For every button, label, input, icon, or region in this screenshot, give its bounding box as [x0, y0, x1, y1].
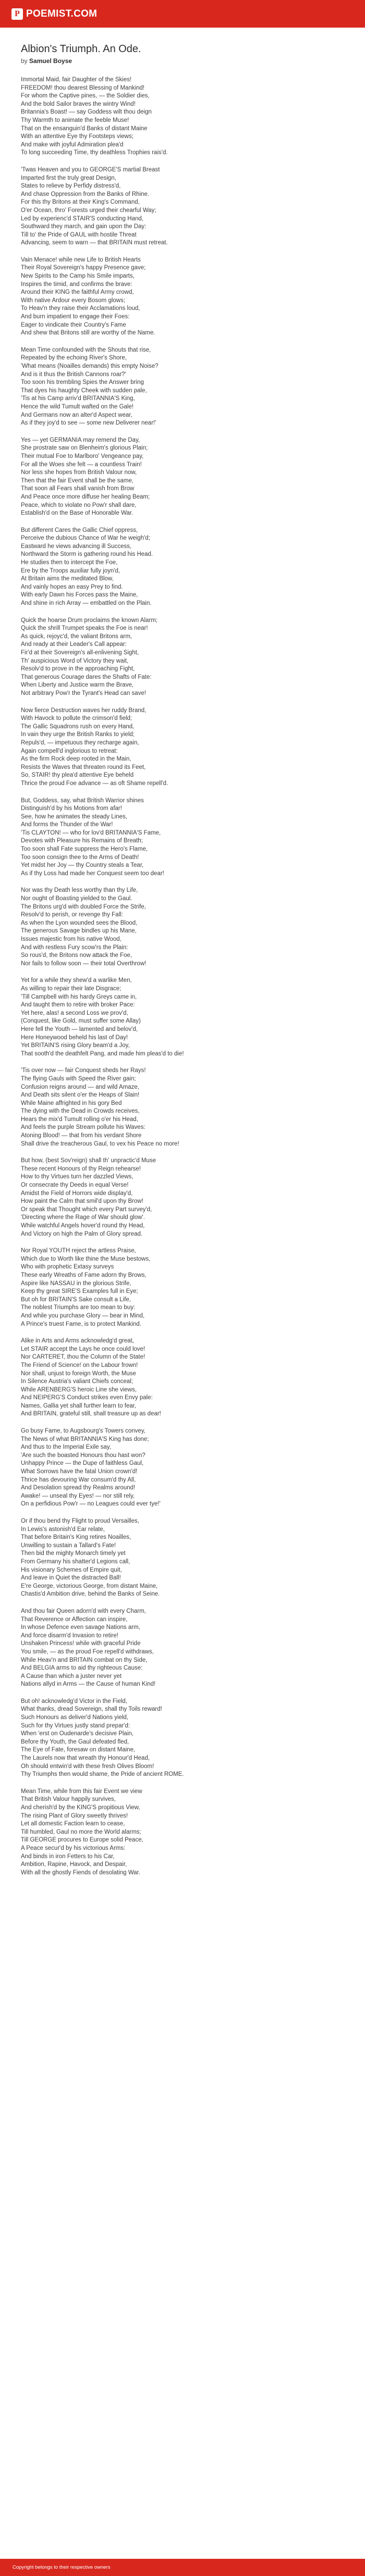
poem-content — [0, 28, 365, 1896]
poem-line: And with restless Fury scow'rs the Plain: — [21, 944, 128, 951]
poem-line: 'Twas Heaven and you to GEORGE'S martial Breast — [21, 166, 160, 173]
poem-line: As willing to repair their late Disgrace; — [21, 985, 121, 992]
poem-line: Too soon his trembling Spies the Answer bring — [21, 379, 144, 386]
poem-line: The noblest Triumphs are too mean to buy: — [21, 1304, 136, 1311]
stanza — [21, 1247, 344, 1328]
stanza — [21, 617, 344, 698]
poem-line: While watchful Angels hover'd round thy Head, — [21, 1223, 145, 1229]
poem-line: New Spirits to the Camp his Smile imparts, — [21, 273, 135, 280]
poem-line: 'Tis CLAYTON! — who for lov'd BRITANNIA'S Fame, — [21, 829, 161, 836]
poem-line: His visionary Schemes of Empire quit, — [21, 1566, 122, 1573]
poem-line: Establish'd on the Base of Honorable War. — [21, 510, 133, 517]
poem-line: Resolv'd to prove in the approaching Fight, — [21, 666, 135, 673]
poem-line: FREEDOM! thou dearest Blessing of Mankind! — [21, 84, 145, 91]
poem-line: Their mutual Foe to Marlboro' Vengeance pay, — [21, 453, 144, 459]
poem-line: And NEIPERG'S Conduct strikes even Envy pale: — [21, 1395, 153, 1401]
poem-line: With native Ardour every Bosom glows; — [21, 297, 126, 304]
poem-line: Vain Menace! while new Life to British Hearts — [21, 256, 141, 263]
poem-line: Such Honours as deliver'd Nations yield, — [21, 1714, 129, 1721]
poem-line: Mean Time confounded with the Shouts that rise, — [21, 346, 151, 353]
stanza — [21, 797, 344, 878]
poem-line: Ere by the Troops auxiliar fully joyn'd, — [21, 567, 120, 574]
poem-line: In whose Defence even savage Nations arm, — [21, 1624, 140, 1631]
poem-line: For this thy Britons at their King's Command, — [21, 199, 140, 206]
poem-line: Repuls'd, — impetuous they recharge again, — [21, 739, 139, 746]
poem-line: The dying with the Dead in Crowds receives, — [21, 1108, 140, 1115]
poem-line: Hence the wild Tumult wafted on the Gale! — [21, 403, 134, 410]
stanza — [21, 1067, 344, 1148]
poem-line: As the firm Rock deep rooted in the Main, — [21, 756, 131, 763]
poem-line: So, STAIR! thy plea'd attentive Eye beheld — [21, 772, 134, 779]
poem-line: While Maine affrighted in his gory Bed — [21, 1100, 122, 1106]
poem-line: E're George, victorious George, from distant Maine, — [21, 1583, 158, 1589]
poem-line: Yet for a while they shew'd a warlike Men, — [21, 977, 132, 984]
stanza — [21, 256, 344, 338]
poem-line: The rising Plant of Glory sweetly thrives! — [21, 1812, 128, 1819]
poem-line: Let STAIR accept the Lays he once could love! — [21, 1346, 145, 1352]
byline — [21, 57, 344, 65]
footer — [0, 2559, 365, 2576]
poem-line: To Heav'n they raise their Acclamations loud, — [21, 305, 140, 312]
poem-line: Thy Warmth to animate the feeble Muse! — [21, 117, 129, 123]
poem-line: Fir'd at their Sovereign's all-enlivening Sight, — [21, 650, 139, 656]
poem-line: 'Directing where the Rage of War should glow'. — [21, 1214, 145, 1221]
poem-line: And forms the Thunder of the War! — [21, 822, 113, 828]
poem-line: But oh for BRITAIN'S Sake consult a Life, — [21, 1296, 131, 1303]
poem-line: Shall drive the treacherous Gaul, to vex his Peace no more! — [21, 1140, 179, 1147]
poem-line: And thou fair Queen adorn'd with every Charm, — [21, 1608, 146, 1614]
poem-line: And burn impatient to engage their Foes: — [21, 314, 130, 320]
poem-line: Advancing, seem to warn — that BRITAIN must retreat. — [21, 240, 168, 246]
poem-line: Before thy Youth, the Gaul defeated fled, — [21, 1738, 129, 1745]
poem-line: Names, Gallia yet shall further learn to fear, — [21, 1402, 137, 1409]
poem-line: Yet here, alas! a second Loss we prov'd, — [21, 1010, 128, 1016]
poem-line: Eastward he views advancing ill Success, — [21, 543, 132, 550]
poem-line: Southward they march, and gain upon the Day: — [21, 223, 147, 230]
poem-line: Yet midst her Joy — thy Country steals a Tear, — [21, 862, 144, 869]
poem-line: And is it thus the British Cannons roar?' — [21, 371, 126, 378]
poem-line: A Peace secur'd by his victorious Arms: — [21, 1845, 126, 1851]
poem-line: What Sorrows have the fatal Union crown'd! — [21, 1469, 138, 1475]
stanza — [21, 437, 344, 518]
poem-title: Albion's Triumph. An Ode. — [21, 43, 141, 55]
poem-line: Nor less she hopes from British Valour now, — [21, 469, 137, 476]
poem-line: Mean Time, while from this fair Event we view — [21, 1788, 142, 1795]
stanza — [21, 1427, 344, 1509]
poem-line: You smile, — as the proud Foe repell'd withdraws, — [21, 1648, 154, 1655]
poem-line: Too soon shall Fate suppress the Hero's Flame, — [21, 846, 148, 853]
poem-line: And Victory on high the Palm of Glory spread. — [21, 1230, 143, 1237]
poem-line: With Havock to pollute the crimson'd field; — [21, 715, 132, 722]
poem-line: 'Are such the boasted Honours thou hast won? — [21, 1452, 145, 1459]
stanza — [21, 1788, 344, 1877]
poem-line: As if thy Loss had made her Conquest seem too dear! — [21, 870, 164, 877]
poem-line: Awake! — unseal thy Eyes! — nor still rely, — [21, 1492, 135, 1499]
poem-line: Till to' the Pride of GAUL with hostile Threat — [21, 231, 137, 238]
poem-line: Resists the Waves that threaten round its Feet, — [21, 764, 146, 770]
poem-line: Chastis'd Ambition drive, behind the Banks of Seine. — [21, 1591, 160, 1598]
stanza — [21, 1608, 344, 1689]
poem-line: The Friend of Science! on the Labour frown! — [21, 1362, 138, 1368]
poem-line: Then bid the mighty Monarch timely yet — [21, 1550, 126, 1557]
poem-line: Perceive the dubious Chance of War he weigh'd; — [21, 535, 150, 542]
poem-line: On a perfidious Pow'r — no Leagues could ever tye!' — [21, 1501, 161, 1508]
poem-line: Not arbitrary Pow'r the Tyrant's Head can save! — [21, 690, 147, 696]
poem-body — [21, 76, 344, 1877]
poem-line: Distinguish'd by his Motions from afar! — [21, 805, 122, 812]
poem-line: And while you purchase Glory — bear in Mind, — [21, 1312, 145, 1319]
stanza — [21, 76, 344, 157]
poem-line: Hears the mix'd Tumult rolling o'er his Head, — [21, 1116, 138, 1123]
poem-line: Nor fails to follow soon — their total Overthrow! — [21, 960, 147, 967]
poem-line: Nor ought of Boasting yielded to the Gaul. — [21, 895, 132, 902]
poem-line: The Laurels now that wreath thy Honour'd Head, — [21, 1755, 150, 1762]
poem-line: Till humbled, Gaul no more the World alarms; — [21, 1828, 141, 1835]
poem-line: Eager to vindicate their Country's Fame — [21, 321, 126, 328]
poem-line: From Germany his shatter'd Legions call, — [21, 1558, 130, 1565]
poem-line: Which due to Worth like thine the Muse bestows, — [21, 1255, 151, 1262]
poem-line: And feels the purple Stream pollute his Waves: — [21, 1124, 145, 1131]
poem-line: But how, (best Sov'reign) shall th' unpractic'd Muse — [21, 1158, 156, 1164]
poem-line: And shew that Britons still are worthy of the Name. — [21, 330, 155, 337]
poem-line: Till GEORGE procures to Europe solid Peace, — [21, 1837, 143, 1844]
poem-line: As quick, rejoyc'd, the valiant Britons arm, — [21, 633, 132, 640]
poem-line: Yet BRITAIN'S rising Glory beam'd a Joy, — [21, 1042, 130, 1049]
poem-line: With all the ghostly Fiends of desolating War. — [21, 1869, 141, 1876]
poem-line: Th' auspicious Word of Victory they wait, — [21, 657, 129, 664]
stanza — [21, 1698, 344, 1779]
poem-line: At Britain aims the meditated Blow, — [21, 576, 114, 582]
poem-line: Now fierce Destruction waves her ruddy Brand, — [21, 707, 147, 714]
site-logo[interactable] — [11, 8, 97, 20]
poem-line: Nations allyd in Arms — the Cause of human Kind! — [21, 1681, 156, 1688]
poem-line: Unshaken Princess! while with graceful Pride — [21, 1640, 141, 1647]
poem-line: And taught them to retire with broker Pace: — [21, 1002, 135, 1009]
top-bar — [0, 0, 365, 28]
poem-line: And vainly hopes an easy Prey to find. — [21, 583, 123, 590]
poem-line: Again compell'd inglorious to retreat: — [21, 748, 118, 754]
poem-line: That sooth'd the deathfelt Pang, and made him pleas'd to die! — [21, 1050, 184, 1057]
stanza — [21, 977, 344, 1058]
poem-line: While ARENBERG'S heroic Line she views, — [21, 1386, 137, 1393]
poem-line: In vain they urge the British Ranks to yield; — [21, 731, 135, 738]
poem-line: Nor shall, unjust to foreign Worth, the Muse — [21, 1370, 136, 1377]
poem-line: Atoning Blood! — that from his verdant Shore — [21, 1133, 142, 1139]
poem-line: Ambition, Rapine, Havock, and Despair, — [21, 1861, 127, 1868]
poem-line: Around their KING the faithful Army crowd, — [21, 289, 134, 296]
poem-line: Or consecrate thy Deeds in equal Verse! — [21, 1182, 129, 1189]
poem-line: 'What means (Noailles demands) this empty Noise? — [21, 363, 159, 369]
poem-line: For all the Woes she felt — a countless Train! — [21, 461, 142, 468]
poem-line: Amidst the Field of Horrors wide display'd, — [21, 1190, 133, 1197]
poem-line: These recent Honours of thy Reign rehearse! — [21, 1165, 141, 1172]
poem-line: Who with prophetic Extasy surveys — [21, 1264, 114, 1271]
poem-line: That Reverence or Affection can inspire, — [21, 1616, 128, 1623]
author-link[interactable]: Samuel Boyse — [29, 57, 72, 65]
stanza — [21, 1517, 344, 1599]
poem-line: Then that the fair Event shall be the same, — [21, 477, 134, 484]
poemist-logo-icon: P — [11, 8, 23, 20]
poem-line: And ready at their Leader's Call appear: — [21, 641, 127, 648]
poem-line: Thy Triumphs then would shame, the Pride of ancient ROME. — [21, 1771, 184, 1778]
stanza — [21, 887, 344, 968]
poem-line: He studies then to intercept the Foe, — [21, 559, 118, 566]
poem-line: That dyes his haughty Cheek with sudden pale, — [21, 387, 147, 394]
poem-line: And BRITAIN, grateful still, shall treasure up as dear! — [21, 1411, 161, 1417]
poem-line: To long succeeding Time, thy deathless Trophies rais'd. — [21, 150, 168, 156]
poem-line: Confusion reigns around — and wild Amaze, — [21, 1084, 139, 1090]
poem-line: 'Tis over now — fair Conquest sheds her Rays! — [21, 1067, 146, 1074]
poem-line: Immortal Maid, fair Daughter of the Skies! — [21, 77, 132, 83]
poem-line: So rous'd, the Britons now attack the Foe, — [21, 952, 132, 959]
poem-line: And Peace once more diffuse her healing Beam; — [21, 493, 150, 500]
poem-line: Quick the hoarse Drum proclaims the known Alarm; — [21, 617, 158, 624]
poem-line: For whom the Captive pines, — the Soldier dies, — [21, 93, 150, 99]
poem-line: 'Till Campbell with his hardy Greys came in, — [21, 993, 137, 1000]
poem-line: Thrice has devouring War consum'd thy All, — [21, 1476, 136, 1483]
poem-line: When Liberty and Justice warm the Brave, — [21, 682, 134, 689]
poem-line: Peace, which to violate no Pow'r shall dare, — [21, 502, 137, 508]
poem-line: As when the Lyon wounded sees the Blood, — [21, 919, 138, 926]
poem-line: A Prince's truest Fame, is to protect Mankind. — [21, 1321, 142, 1327]
poem-line: A Cause than which a juster never yet — [21, 1673, 122, 1679]
poem-line: When 'erst on Oudenarde's decisive Plain, — [21, 1731, 133, 1737]
poem-line: Or if thou bend thy Flight to proud Versailles, — [21, 1518, 139, 1524]
poem-line: With early Dawn his Forces pass the Maine, — [21, 592, 138, 599]
stanza — [21, 346, 344, 428]
stanza — [21, 1157, 344, 1238]
poem-line: And Germans now an alter'd Aspect wear, — [21, 412, 132, 418]
stanza — [21, 166, 344, 247]
poem-line: Such for thy Virtues justly stand prepar'd: — [21, 1722, 130, 1729]
poem-line: That generous Courage dares the Shafts of Fate: — [21, 674, 152, 680]
poem-line: Or speak that Thought which every Part survey'd, — [21, 1206, 152, 1213]
poem-line: With an attentive Eye thy Footsteps views; — [21, 133, 134, 140]
poem-line: Too soon consign thee to the Arms of Death! — [21, 854, 139, 861]
stanza — [21, 1337, 344, 1418]
poem-line: The generous Savage bindles up his Mane, — [21, 928, 137, 935]
poem-line: See, how he animates the steady Lines, — [21, 813, 127, 820]
poem-line: Let all domestic Faction learn to cease, — [21, 1821, 125, 1827]
poem-line: While Heav'n and BRITAIN combat on thy Side, — [21, 1657, 148, 1663]
poem-line: Thrice the proud Foe advance — as oft Shame repell'd. — [21, 780, 168, 787]
poem-line: Quick the shrill Trumpet speaks the Foe is near! — [21, 625, 148, 632]
poem-line: That British Valour happily survives, — [21, 1796, 116, 1803]
poem-line: Inspires the timid, and confirms the brave: — [21, 281, 132, 288]
poem-line: As if they joy'd to see — some new Deliverer near!' — [21, 420, 156, 427]
poem-line: And the bold Sailor braves the wintry Wind! — [21, 101, 136, 107]
poem-line: But different Cares the Gallic Chief oppress, — [21, 527, 138, 533]
poem-line: And chase Oppression from the Banks of Rhine. — [21, 191, 150, 197]
poem-line: Oh should entwin'd with these fresh Olives Bloom! — [21, 1763, 154, 1770]
poem-line: (Conquest, like Gold, must suffer some Allay) — [21, 1018, 141, 1025]
poem-line: And shine in rich Array — embattled on the Plain. — [21, 600, 152, 607]
poem-line: The Gallic Squadrons rush on every Hand, — [21, 723, 135, 730]
poem-line: The Eye of Fate, foresaw on distant Maine, — [21, 1747, 136, 1753]
poem-line: How paint the Calm that smil'd upon thy Brow! — [21, 1198, 143, 1205]
poem-line: And leave in Quiet the distracted Ball! — [21, 1575, 121, 1582]
poem-line: That before Britain's King retires Noailles, — [21, 1534, 131, 1541]
poem-line: O'er Ocean, thro' Forests urged their chearful Way; — [21, 207, 156, 214]
poem-line: Northward the Storm is gathering round his Head. — [21, 551, 153, 558]
poem-line: But, Goddess, say, what British Warrior shines — [21, 797, 144, 804]
poem-line: The flying Gauls with Speed the River gain; — [21, 1075, 136, 1082]
poem-line: And thus to the Imperial Exile say, — [21, 1444, 112, 1451]
site-name: POEMIST.COM — [26, 8, 98, 19]
poem-line: The Britons urg'd with doubled Force the Strife, — [21, 903, 146, 910]
poem-line: Aspire like NASSAU in the glorious Strife, — [21, 1280, 131, 1287]
poem-line: Yes — yet GERMANIA may remend the Day, — [21, 437, 140, 443]
poem-line: Keep thy great SIRE'S Examples full in Eye; — [21, 1288, 138, 1295]
copyright-notice: Copyright belongs to their respective owners — [13, 2565, 111, 2570]
poem-line: Here fell the Youth — lamented and belov'd, — [21, 1026, 138, 1032]
poem-line: And Death sits silent o'er the Heaps of Slain! — [21, 1092, 140, 1099]
poem-line: And binds in iron Fetters to his Car, — [21, 1853, 115, 1860]
poem-line: Led by experienc'd STAIR'S conducting Hand, — [21, 215, 143, 222]
poem-line: And make with joyful Admiration plea'd — [21, 141, 124, 148]
poem-line: And force disarm'd Invasion to retire! — [21, 1632, 118, 1639]
poem-line: Issues majestic from his native Wood, — [21, 936, 121, 942]
poem-line: Here Honeywood beheld his last of Day! — [21, 1034, 128, 1041]
poem-line: Nor CARTERET, thou the Column of the State! — [21, 1354, 145, 1361]
poem-line: And cherish'd by the KING'S propitious View, — [21, 1805, 140, 1811]
poem-line: What thanks, dread Sovereign, shall thy Toils reward! — [21, 1706, 162, 1713]
stanza — [21, 527, 344, 608]
poem-line: Go busy Fame, to Augsbourg's Towers convey, — [21, 1428, 145, 1435]
poem-line: Repeated by the echoing River's Shore, — [21, 355, 127, 362]
poem-line: That soon all Fears shall vanish from Brow — [21, 486, 135, 492]
poem-line: Resolv'd to perish, or revenge thy Fall: — [21, 912, 123, 918]
poem-line: Unwilling to sustain a Tallard's Fate! — [21, 1542, 116, 1549]
poem-line: Unhappy Prince — the Dupe of faithless Gaul, — [21, 1460, 144, 1467]
poem-line: And Desolation spread thy Realms around! — [21, 1485, 136, 1491]
poem-line: 'Tis at his Camp arriv'd BRITANNIA'S King, — [21, 395, 135, 402]
poem-line: Alike in Arts and Arms acknowledg'd great, — [21, 1338, 134, 1345]
poem-line: Britannia's Boast! — say Goddess wilt thou deign — [21, 109, 152, 116]
poem-line: Their Royal Sovereign's happy Presence gave; — [21, 265, 146, 271]
stanza — [21, 707, 344, 788]
poem-line: She prostrate saw on Blenheim's glorious Plain; — [21, 445, 148, 452]
poem-line: Nor was thy Death less worthy than thy Life, — [21, 887, 138, 894]
poem-line: The News of what BRITANNIA'S King has done; — [21, 1436, 149, 1442]
poem-line: Imparted first the truly great Design, — [21, 175, 116, 181]
poem-line: In Silence Austria's valiant Chiefs conceal; — [21, 1378, 133, 1385]
byline-prefix: by — [21, 57, 30, 65]
poem-line: States to relieve by Perfidy distress'd, — [21, 183, 121, 190]
poem-line: But oh! acknowledg'd Victor in the Field, — [21, 1698, 127, 1704]
poem-line: How to thy Virtues turn her dazzled Views, — [21, 1174, 133, 1180]
poem-line: That on the ensanguin'd Banks of distant Maine — [21, 125, 148, 132]
poem-line: Nor Royal YOUTH reject the artless Praise, — [21, 1248, 136, 1254]
poem-line: These early Wreaths of Fame adorn thy Brows, — [21, 1272, 147, 1278]
poem-line: In Lewis's astonish'd Ear relate, — [21, 1526, 105, 1533]
poem-line: Devotes with Pleasure his Remains of Breath; — [21, 838, 143, 844]
poem-line: And BELGIA arms to aid thy righteous Cause: — [21, 1665, 143, 1672]
